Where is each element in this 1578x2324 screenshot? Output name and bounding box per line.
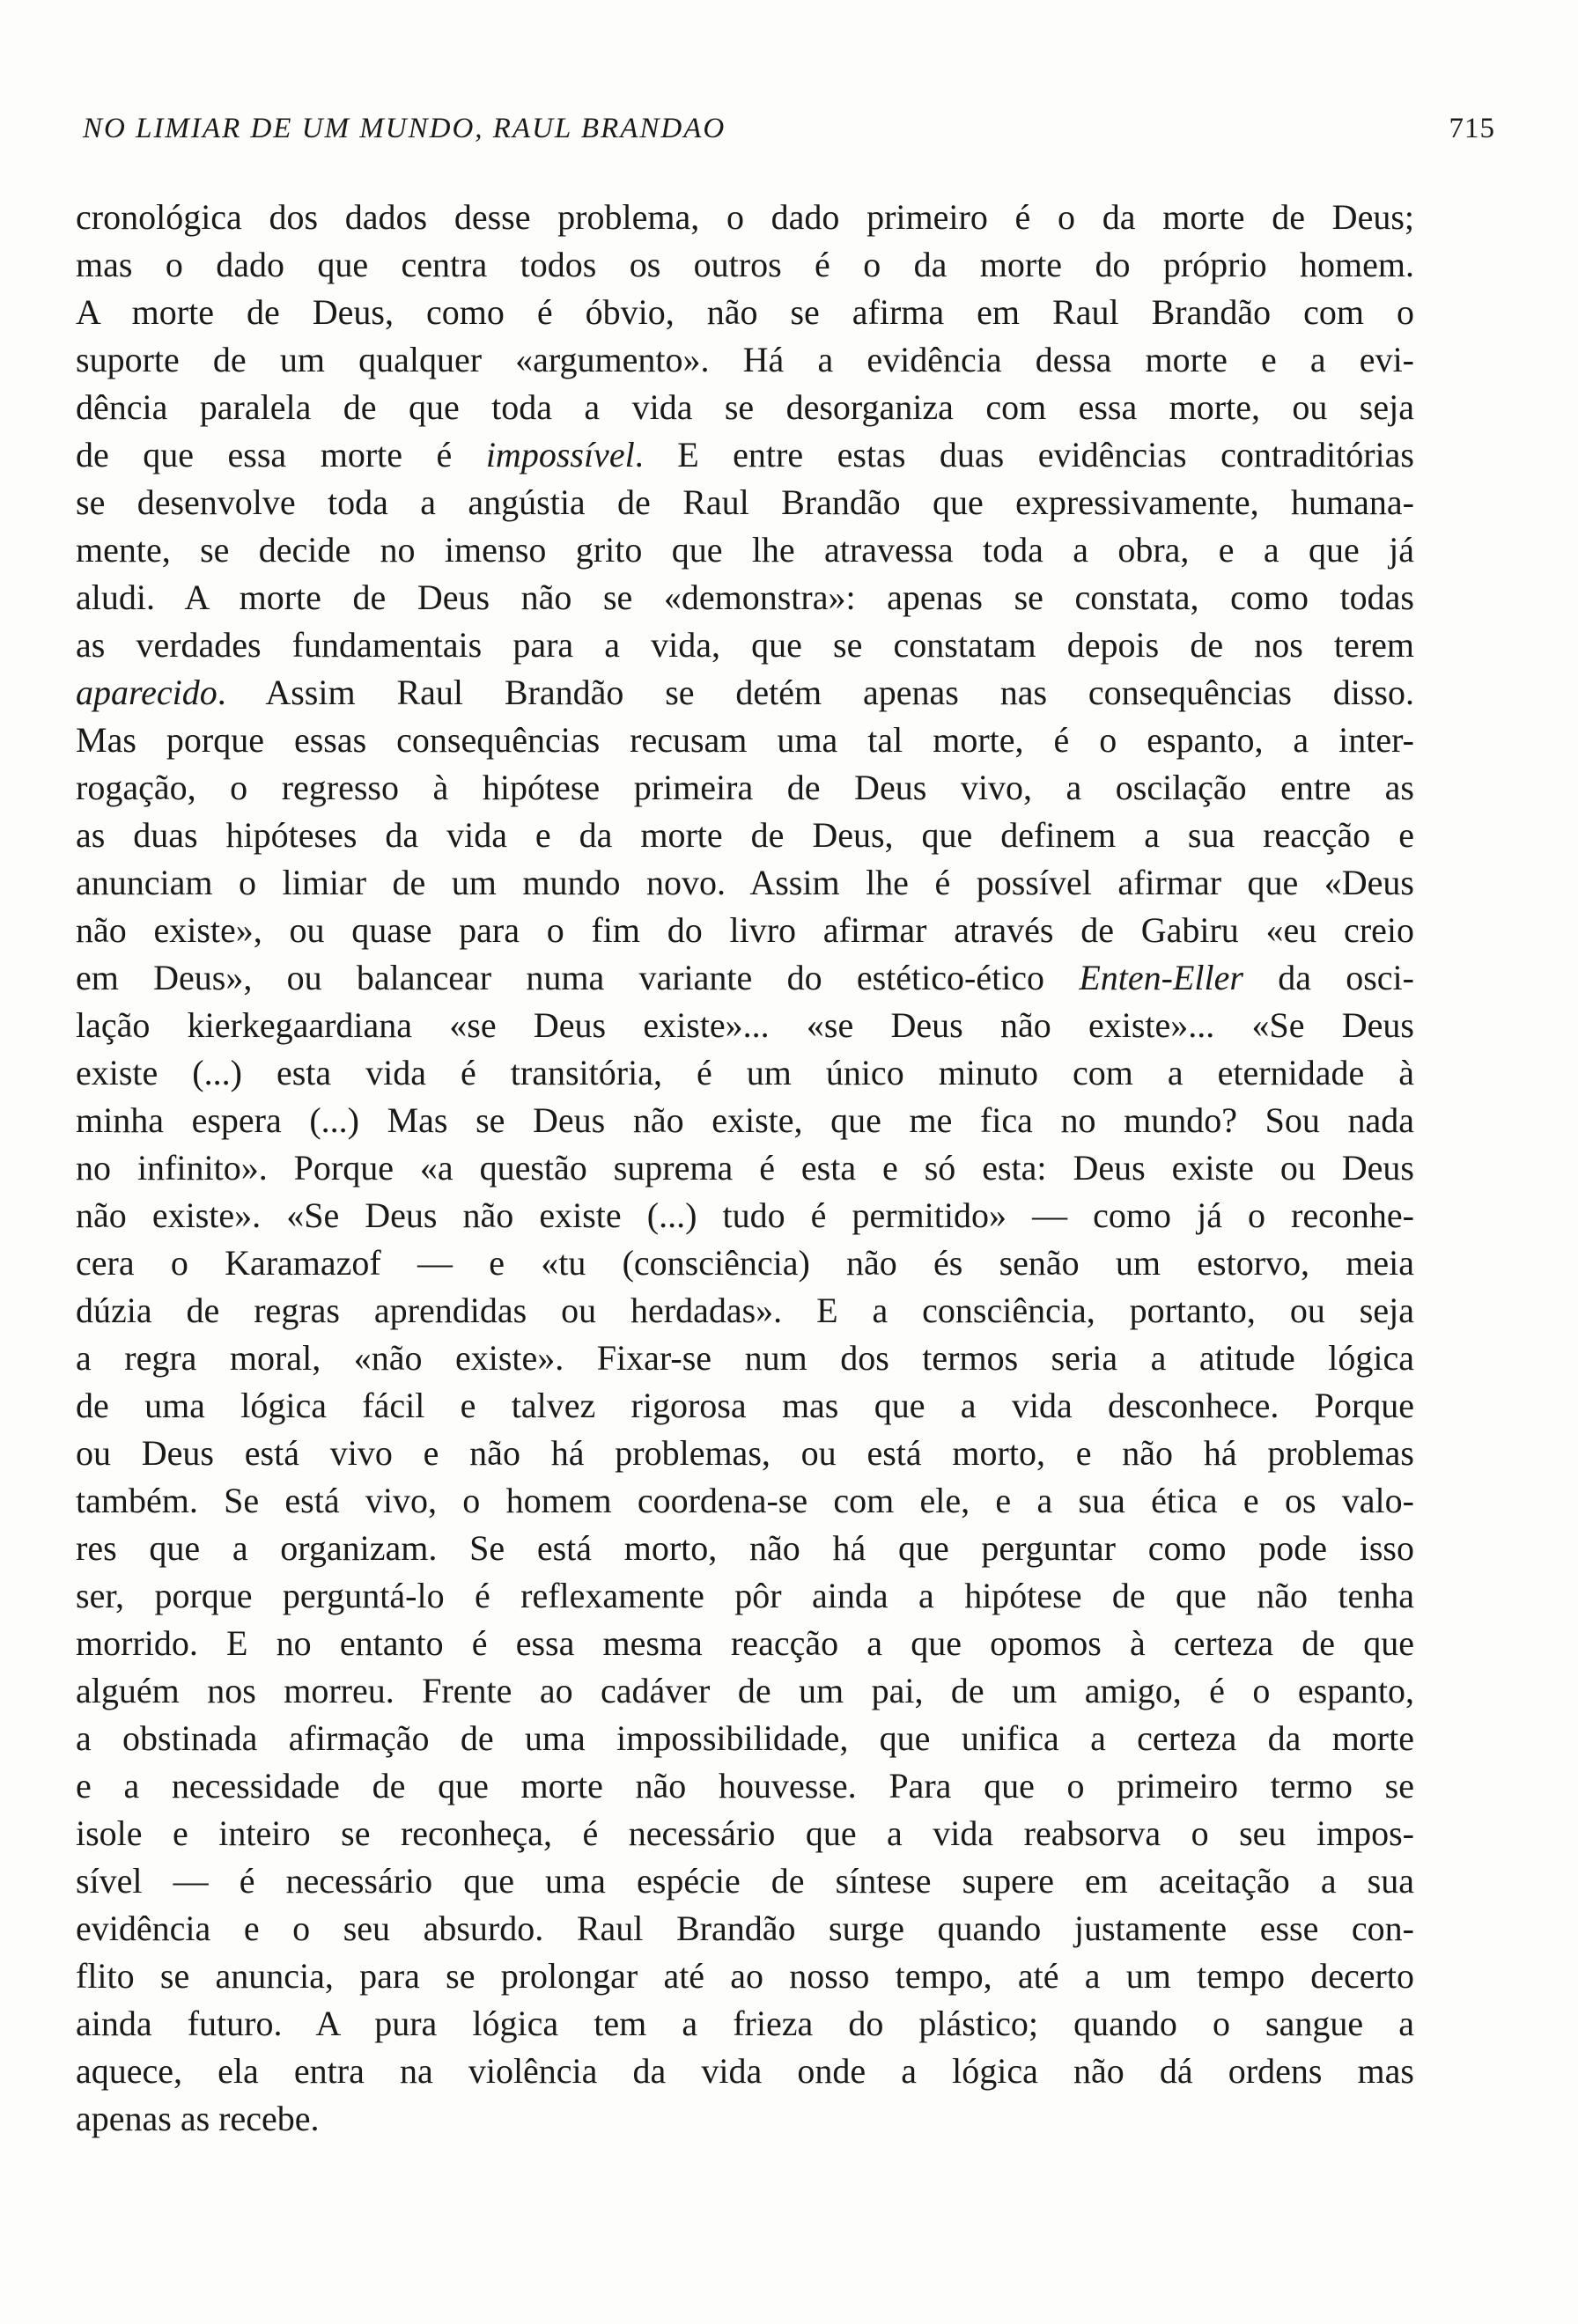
text-line	[76, 1477, 1414, 1525]
text-line	[76, 669, 1414, 717]
text-line	[76, 1953, 1414, 2000]
text-line	[76, 1287, 1414, 1335]
text-segment: mente, se decide no imenso grito que lhe atravessa toda a obra, e a que já	[76, 530, 1414, 570]
text-line	[76, 812, 1414, 859]
text-segment: dúzia de regras aprendidas ou herdadas». E a consciência, portanto, ou seja	[76, 1291, 1414, 1330]
text-line	[76, 1905, 1414, 1953]
text-segment: de uma lógica fácil e talvez rigorosa mas que a vida desconhece. Porque	[76, 1386, 1414, 1425]
text-line	[76, 1144, 1414, 1192]
text-line	[76, 1857, 1414, 1905]
text-line	[76, 1430, 1414, 1477]
text-line	[76, 954, 1414, 1002]
text-segment: e a necessidade de que morte não houvesse. Para que o primeiro termo se	[76, 1766, 1414, 1806]
text-segment: a regra moral, «não existe». Fixar-se num dos termos seria a atitude lógica	[76, 1338, 1414, 1378]
text-line	[76, 2000, 1414, 2048]
text-line	[76, 1097, 1414, 1144]
italic-text: impossível	[485, 435, 635, 474]
text-line	[76, 1239, 1414, 1287]
text-segment: . E entre estas duas evidências contraditórias	[634, 435, 1414, 474]
text-line	[76, 1002, 1414, 1049]
text-segment: em Deus», ou balancear numa variante do estético-ético	[76, 958, 1080, 997]
text-line	[76, 1667, 1414, 1715]
text-segment: Mas porque essas consequências recusam uma tal morte, é o espanto, a inter-	[76, 720, 1414, 760]
text-line	[76, 574, 1414, 621]
text-segment: no infinito». Porque «a questão suprema é esta e só esta: Deus existe ou Deus	[76, 1148, 1414, 1188]
text-segment: alguém nos morreu. Frente ao cadáver de um pai, de um amigo, é o espanto,	[76, 1671, 1414, 1710]
text-segment: A morte de Deus, como é óbvio, não se afirma em Raul Brandão com o	[76, 292, 1414, 332]
text-segment: também. Se está vivo, o homem coordena-se com ele, e a sua ética e os valo-	[76, 1481, 1414, 1520]
text-segment: a obstinada afirmação de uma impossibilidade, que unifica a certeza da morte	[76, 1718, 1414, 1758]
text-segment: não existe», ou quase para o fim do livro afirmar através de Gabiru «eu creio	[76, 910, 1414, 950]
text-line	[76, 241, 1414, 289]
text-segment: evidência e o seu absurdo. Raul Brandão surge quando justamente esse con-	[76, 1908, 1414, 1948]
text-segment: dência paralela de que toda a vida se desorganiza com essa morte, ou seja	[76, 387, 1414, 427]
text-line	[76, 764, 1414, 812]
text-segment: não existe». «Se Deus não existe (...) tudo é permitido» — como já o reconhe-	[76, 1195, 1414, 1235]
text-line	[76, 2095, 1414, 2143]
text-line	[76, 2048, 1414, 2095]
text-segment: se desenvolve toda a angústia de Raul Brandão que expressivamente, humana-	[76, 482, 1414, 522]
text-line	[76, 1049, 1414, 1097]
text-segment: ser, porque perguntá-lo é reflexamente pôr ainda a hipótese de que não tenha	[76, 1576, 1414, 1615]
text-segment: mas o dado que centra todos os outros é o da morte do próprio homem.	[76, 245, 1414, 284]
text-line	[76, 526, 1414, 574]
text-line	[76, 621, 1414, 669]
text-segment: suporte de um qualquer «argumento». Há a evidência dessa morte e a evi-	[76, 340, 1414, 379]
text-line	[76, 907, 1414, 954]
text-line	[76, 1525, 1414, 1572]
running-header	[83, 113, 1495, 157]
text-segment: existe (...) esta vida é transitória, é um único minuto com a eternidade à	[76, 1053, 1414, 1092]
text-line	[76, 1572, 1414, 1620]
text-line	[76, 717, 1414, 764]
text-line	[76, 194, 1414, 241]
text-segment: ainda futuro. A pura lógica tem a frieza do plástico; quando o sangue a	[76, 2004, 1414, 2043]
text-segment: as verdades fundamentais para a vida, que se constatam depois de nos terem	[76, 625, 1414, 665]
text-line	[76, 431, 1414, 479]
text-segment: res que a organizam. Se está morto, não há que perguntar como pode isso	[76, 1528, 1414, 1568]
text-line	[76, 1335, 1414, 1382]
text-segment: lação kierkegaardiana «se Deus existe»... «se Deus não existe»... «Se Deus	[76, 1005, 1414, 1045]
text-segment: . Assim Raul Brandão se detém apenas nas consequências disso.	[217, 673, 1414, 712]
text-segment: cronológica dos dados desse problema, o dado primeiro é o da morte de Deus;	[76, 197, 1414, 237]
text-line	[76, 479, 1414, 526]
text-segment: isole e inteiro se reconheça, é necessário que a vida reabsorva o seu impos-	[76, 1813, 1414, 1853]
text-segment: rogação, o regresso à hipótese primeira de Deus vivo, a oscilação entre as	[76, 768, 1414, 807]
body-text	[76, 194, 1414, 2143]
text-segment: da osci-	[1242, 958, 1414, 997]
page-number: 715	[1449, 113, 1495, 144]
text-segment: anunciam o limiar de um mundo novo. Assim lhe é possível afirmar que «Deus	[76, 863, 1414, 902]
text-line	[76, 1192, 1414, 1239]
text-segment: aquece, ela entra na violência da vida onde a lógica não dá ordens mas	[76, 2051, 1414, 2091]
text-line	[76, 1715, 1414, 1762]
text-segment: ou Deus está vivo e não há problemas, ou está morto, e não há problemas	[76, 1433, 1414, 1473]
running-title: NO LIMIAR DE UM MUNDO, RAUL BRANDAO	[83, 113, 726, 144]
text-segment: de que essa morte é	[76, 435, 486, 474]
text-line	[76, 1762, 1414, 1810]
text-segment: as duas hipóteses da vida e da morte de Deus, que definem a sua reacção e	[76, 815, 1414, 855]
text-segment: cera o Karamazof — e «tu (consciência) não és senão um estorvo, meia	[76, 1243, 1414, 1283]
text-segment: apenas as recebe.	[76, 2099, 320, 2138]
text-segment: minha espera (...) Mas se Deus não existe, que me fica no mundo? Sou nada	[76, 1100, 1414, 1140]
text-line	[76, 1810, 1414, 1857]
text-segment: aludi. A morte de Deus não se «demonstra»: apenas se constata, como todas	[76, 577, 1414, 617]
text-line	[76, 1620, 1414, 1667]
italic-text: Enten-Eller	[1079, 958, 1243, 997]
text-line	[76, 289, 1414, 336]
text-segment: flito se anuncia, para se prolongar até ao nosso tempo, até a um tempo decerto	[76, 1956, 1414, 1996]
text-segment: morrido. E no entanto é essa mesma reacção a que opomos à certeza de que	[76, 1623, 1414, 1663]
text-line	[76, 859, 1414, 907]
text-line	[76, 384, 1414, 431]
text-line	[76, 1382, 1414, 1430]
italic-text: aparecido	[76, 673, 218, 712]
text-segment: sível — é necessário que uma espécie de síntese supere em aceitação a sua	[76, 1861, 1414, 1901]
text-line	[76, 336, 1414, 384]
